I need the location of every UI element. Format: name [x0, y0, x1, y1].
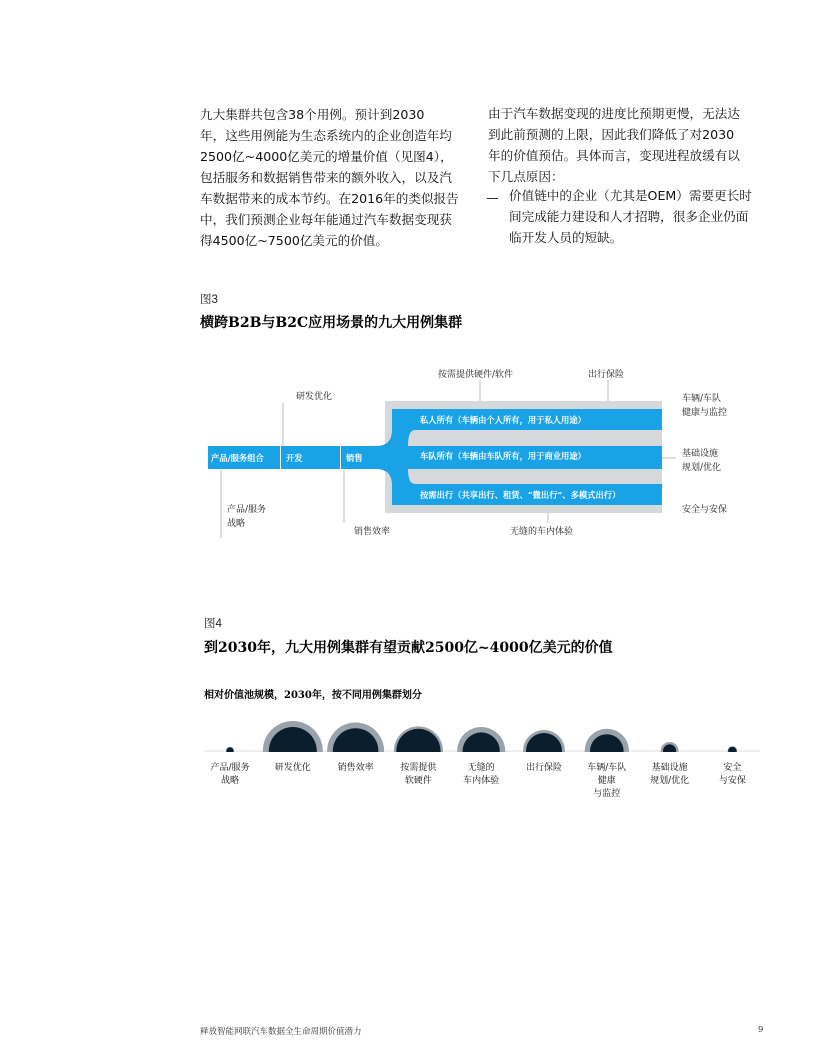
stage-develop: 开发 [286, 453, 303, 463]
bubble-label-4: 无缝的 车内体验 [463, 763, 500, 786]
page-number: 9 [758, 1025, 764, 1035]
band-ondemand-label: 按需出行（共享出行、租赁、“微出行”、多模式出行） [420, 490, 621, 500]
figure4-subtitle: 相对价值池规模，2030年，按不同用例集群划分 [204, 690, 422, 701]
label-safety-security: 安全与安保 [682, 505, 728, 515]
bubble-label-1: 研发优化 [274, 763, 311, 773]
label-rd-optimization: 研发优化 [296, 392, 333, 402]
right-paragraph: 由于汽车数据变现的进度比预期更慢，无法达 到此前预测的上限，因此我们降低了对2030 年的价值预估。具体而言，变现进程放缓有以 下几点原因： [488, 106, 740, 184]
label-mobility-insurance: 出行保险 [588, 370, 625, 380]
band-private-label: 私人所有（车辆由个人所有，用于私人用途） [420, 415, 586, 425]
label-seamless-experience: 无缝的车内体验 [510, 527, 574, 537]
label-product-strategy: 产品/服务 战略 [227, 505, 267, 529]
bubble-label-2: 销售效率 [337, 763, 374, 773]
bullet-text: 价值链中的企业（尤其是OEM）需要更长时 间完成能力建设和人才招聘，很多企业仍面 临开发人员的短缺。 [509, 188, 752, 245]
label-hw-sw-on-demand: 按需提供硬件/软件 [438, 370, 514, 380]
figure3-title: 横跨B2B与B2C应用场景的九大用例集群 [200, 315, 463, 331]
figure4-number: 图4 [204, 618, 222, 630]
label-vehicle-health: 车辆/车队 健康与监控 [682, 394, 728, 418]
footer-title: 释放智能网联汽车数据全生命周期价值潜力 [200, 1027, 362, 1037]
label-infrastructure: 基础设施 规划/优化 [682, 449, 722, 473]
stage-product-service: 产品/服务组合 [211, 453, 264, 463]
bubble-label-5: 出行保险 [525, 763, 562, 773]
bubble-label-8: 安全 与安保 [718, 763, 746, 786]
stage-sales: 销售 [346, 453, 363, 463]
figure4-title: 到2030年，九大用例集群有望贡献2500亿~4000亿美元的价值 [204, 640, 613, 656]
bubble-label-6: 车辆/车队 健康 与监控 [587, 763, 627, 799]
bubble-label-0: 产品/服务 战略 [210, 763, 250, 786]
bullet-dash: — [486, 190, 499, 205]
left-paragraph: 九大集群共包含38个用例。预计到2030 年，这些用例能为生态系统内的企业创造年均 2500亿~4000亿美元的增量价值（见图4）， 包括服务和数据销售带来的额外收入，以及汽 车数据带来的成本节约。在2016年的类似报告 中，我们预测企业每年能通过汽车数据变现获 得4500亿~7500亿美元的价值。 [200, 107, 459, 248]
bubble-label-7: 基础设施 规划/优化 [650, 763, 690, 786]
label-sales-efficiency: 销售效率 [354, 527, 391, 537]
band-fleet-label: 车队所有（车辆由车队所有，用于商业用途） [420, 451, 586, 461]
figure3-number: 图3 [200, 294, 218, 306]
bubble-label-3: 按需提供 软硬件 [400, 763, 437, 786]
